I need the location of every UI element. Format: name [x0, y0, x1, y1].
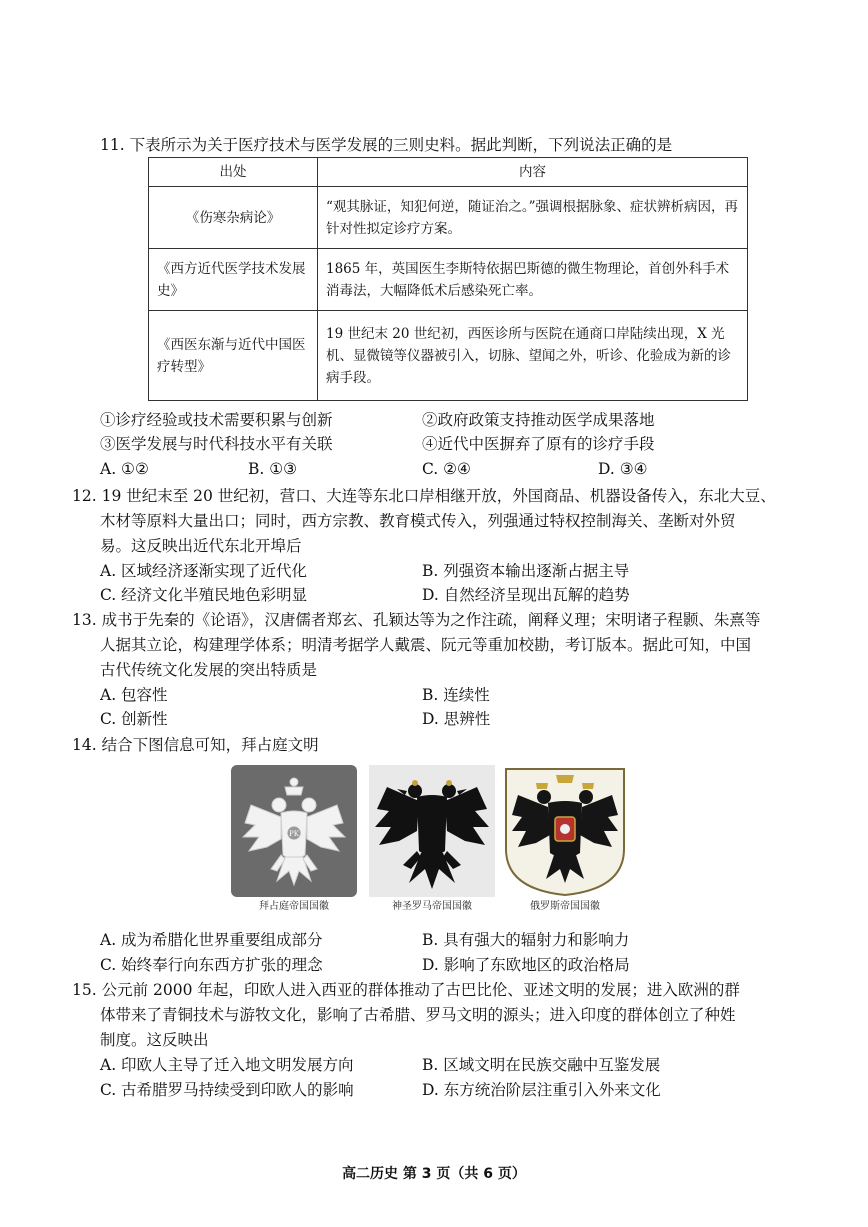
q13-option-a: A. 包容性	[100, 686, 168, 704]
q11-source-table	[148, 157, 748, 401]
q15-option-a: A. 印欧人主导了迁入地文明发展方向	[100, 1056, 354, 1074]
q12-option-b: B. 列强资本输出逐渐占据主导	[422, 562, 630, 580]
q11-option-b: B. ①③	[248, 460, 298, 478]
q11-stem: 11. 下表所示为关于医疗技术与医学发展的三则史料。据此判断，下列说法正确的是	[100, 136, 673, 154]
q15-option-b: B. 区域文明在民族交融中互鉴发展	[422, 1056, 661, 1074]
byzantine-emblem-caption: 拜占庭帝国国徽	[259, 901, 329, 912]
q12-stem-line3: 易。这反映出近代东北开埠后	[100, 537, 302, 555]
row3-content: 19 世纪末 20 世纪初，西医诊所与医院在通商口岸陆续出现，X 光机、显微镜等仪器被引入，切脉、望闻之外，听诊、化验成为新的诊病手段。	[318, 311, 748, 401]
q14-option-c: C. 始终奉行向东西方扩张的理念	[100, 956, 323, 974]
row3-source: 《西医东渐与近代中国医疗转型》	[149, 311, 318, 401]
row1-content: “观其脉证，知犯何逆，随证治之。”强调根据脉象、症状辨析病因，再针对性拟定诊疗方案。	[318, 187, 748, 249]
header-content: 内容	[318, 158, 748, 187]
byzantine-double-eagle-icon	[231, 765, 357, 897]
q11-option-a: A. ①②	[100, 460, 149, 478]
hre-emblem-caption: 神圣罗马帝国国徽	[392, 901, 472, 912]
svg-text:PK: PK	[289, 830, 299, 838]
russian-double-eagle-icon	[502, 765, 628, 897]
q14-option-a: A. 成为希腊化世界重要组成部分	[100, 931, 323, 949]
q11-statement-1: ①诊疗经验或技术需要积累与创新	[100, 411, 333, 429]
header-source: 出处	[149, 158, 318, 187]
q13-stem-line2: 人据其立论，构建理学体系；明清考据学人戴震、阮元等重加校勘，考订版本。据此可知，中国	[100, 636, 752, 654]
q12-option-c: C. 经济文化半殖民地色彩明显	[100, 586, 308, 604]
q11-option-d: D. ③④	[598, 460, 648, 478]
row2-source: 《西方近代医学技术发展史》	[149, 249, 318, 311]
q15-stem-line3: 制度。这反映出	[100, 1031, 209, 1049]
page-footer: 高二历史 第 3 页（共 6 页）	[342, 1166, 526, 1182]
q12-option-d: D. 自然经济呈现出瓦解的趋势	[422, 586, 630, 604]
q12-stem-line1: 12. 19 世纪末至 20 世纪初，营口、大连等东北口岸相继开放，外国商品、机器设备传入，东北大豆、	[72, 487, 776, 505]
russian-emblem-caption: 俄罗斯帝国国徽	[530, 901, 600, 912]
q13-option-b: B. 连续性	[422, 686, 490, 704]
hre-double-eagle-icon	[369, 765, 495, 897]
q13-stem-line3: 古代传统文化发展的突出特质是	[100, 661, 318, 679]
row2-content: 1865 年，英国医生李斯特依据巴斯德的微生物理论，首创外科手术消毒法，大幅降低术后感染死亡率。	[318, 249, 748, 311]
hre-emblem-figure	[369, 765, 495, 917]
q15-stem-line2: 体带来了青铜技术与游牧文化，影响了古希腊、罗马文明的源头；进入印度的群体创立了种姓	[100, 1006, 736, 1024]
q15-stem-line1: 15. 公元前 2000 年起，印欧人进入西亚的群体推动了古巴比伦、亚述文明的发展；进入欧洲的群	[72, 981, 740, 999]
q13-option-d: D. 思辨性	[422, 710, 491, 728]
q11-statement-3: ③医学发展与时代科技水平有关联	[100, 435, 333, 453]
table-row	[149, 249, 748, 311]
q12-option-a: A. 区域经济逐渐实现了近代化	[100, 562, 308, 580]
table-header-row	[149, 158, 748, 187]
table-row	[149, 187, 748, 249]
q15-option-d: D. 东方统治阶层注重引入外来文化	[422, 1081, 661, 1099]
q14-stem: 14. 结合下图信息可知，拜占庭文明	[72, 736, 319, 754]
q14-option-d: D. 影响了东欧地区的政治格局	[422, 956, 630, 974]
q11-option-c: C. ②④	[422, 460, 471, 478]
q15-option-c: C. 古希腊罗马持续受到印欧人的影响	[100, 1081, 354, 1099]
q12-stem-line2: 木材等原料大量出口；同时，西方宗教、教育模式传入，列强通过特权控制海关、垄断对外贸	[100, 512, 736, 530]
q11-statement-4: ④近代中医摒弃了原有的诊疗手段	[422, 435, 655, 453]
q13-option-c: C. 创新性	[100, 710, 168, 728]
table-row	[149, 311, 748, 401]
row1-source: 《伤寒杂病论》	[149, 187, 318, 249]
q11-statement-2: ②政府政策支持推动医学成果落地	[422, 411, 655, 429]
byzantine-emblem-figure	[231, 765, 357, 917]
q13-stem-line1: 13. 成书于先秦的《论语》，汉唐儒者郑玄、孔颖达等为之作注疏，阐释义理；宋明诸子程颢、朱熹等	[72, 611, 761, 629]
q14-option-b: B. 具有强大的辐射力和影响力	[422, 931, 630, 949]
russian-emblem-figure	[502, 765, 628, 917]
